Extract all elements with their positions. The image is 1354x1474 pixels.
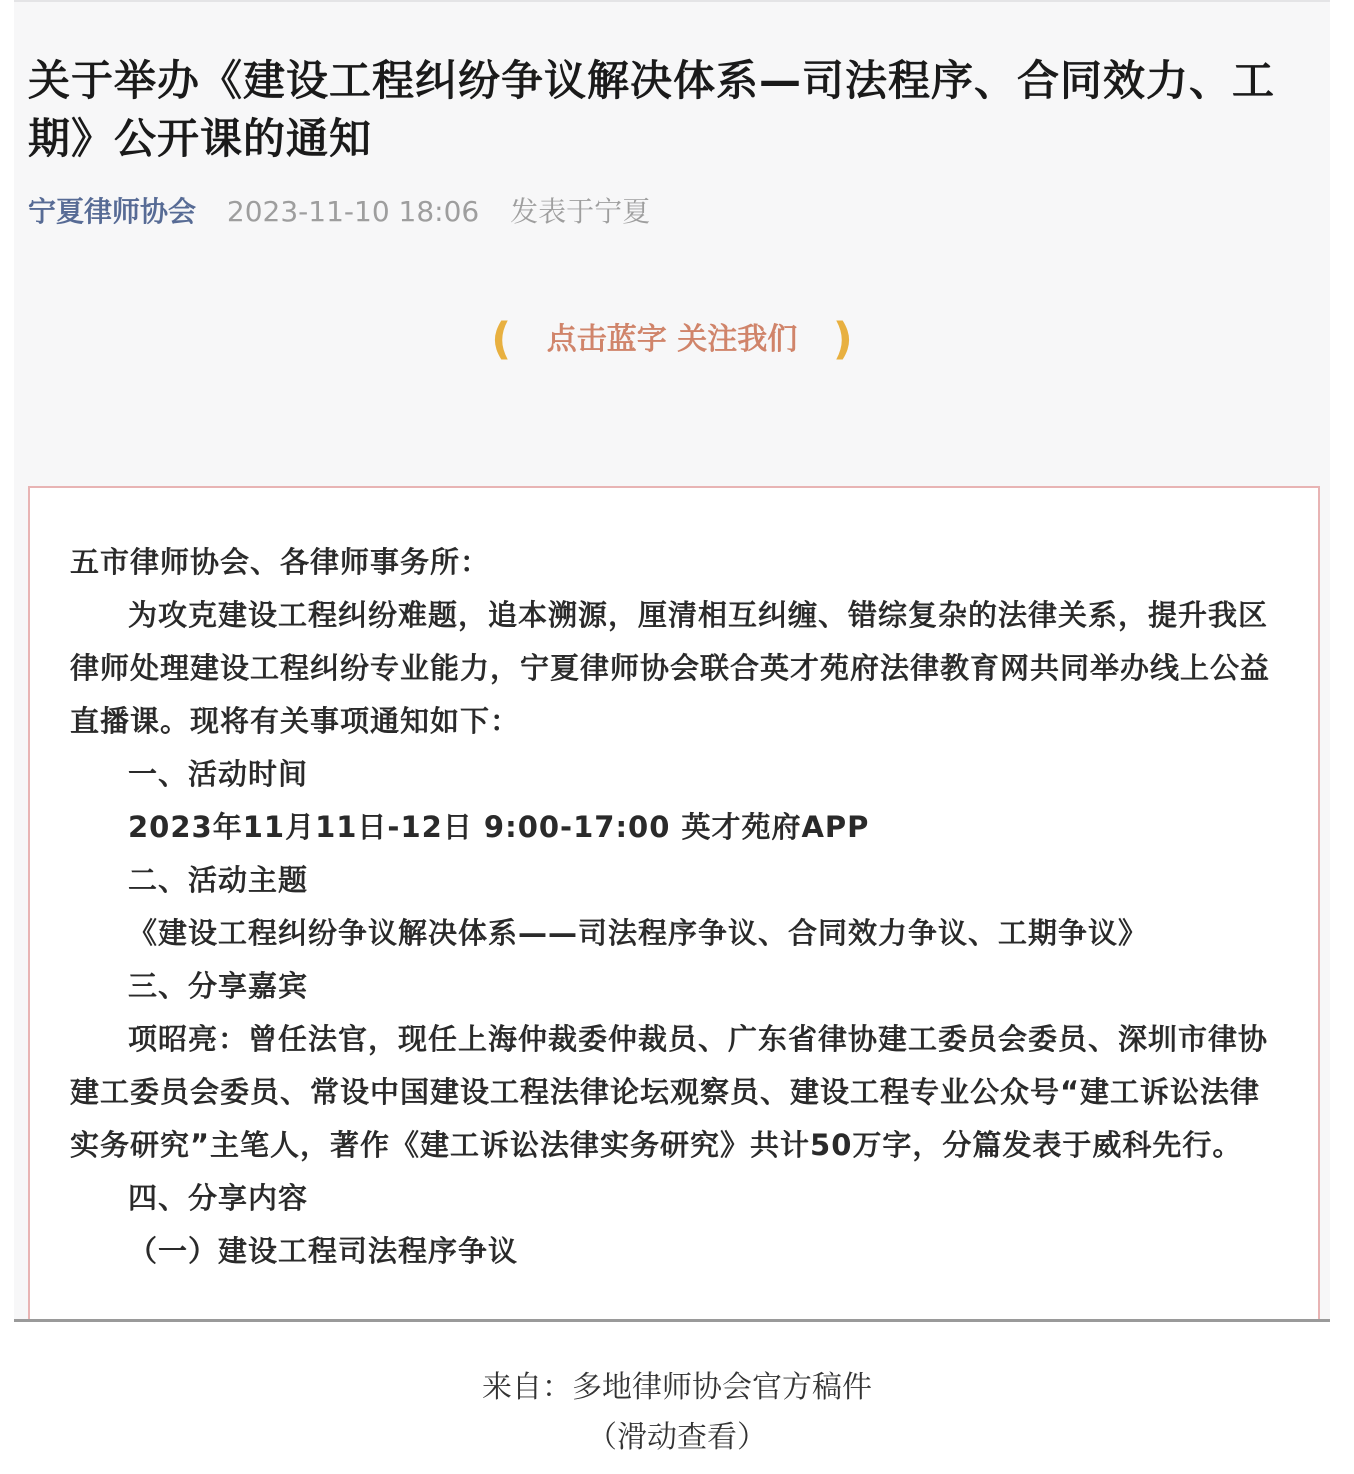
section-heading-time: 一、活动时间	[128, 757, 309, 791]
notice-salutation: 五市律师协会、各律师事务所：	[70, 545, 491, 579]
section-body-theme: 《建设工程纠纷争议解决体系——司法程序争议、合同效力争议、工期争议》	[128, 916, 1149, 950]
scroll-hint-caption: （滑动查看）	[587, 1420, 767, 1455]
notice-content-box	[28, 486, 1320, 1322]
left-paren-decoration: (	[491, 313, 512, 365]
section-content-item-1: （一）建设工程司法程序争议	[128, 1234, 519, 1268]
publish-date: 2023-11-10 18:06	[226, 195, 480, 228]
section-heading-theme: 二、活动主题	[128, 863, 309, 897]
notice-intro: 为攻克建设工程纠纷难题，追本溯源，厘清相互纠缠、错综复杂的法律关系，提升我区律师处理建设工程纠纷专业能力，宁夏律师协会联合英才苑府法律教育网共同举办线上公益直播课。现将有关事项通知如下：	[70, 598, 1271, 738]
section-heading-guest: 三、分享嘉宾	[128, 969, 309, 1003]
right-paren-decoration: )	[832, 313, 853, 365]
article-title: 关于举办《建设工程纠纷争议解决体系—司法程序、合同效力、工期》公开课的通知	[28, 56, 1276, 163]
source-caption: 来自：多地律师协会官方稿件	[482, 1370, 872, 1405]
follow-banner[interactable]	[14, 314, 1330, 365]
article-screenshot	[14, 0, 1330, 1322]
section-body-time: 2023年11月11日-12日 9:00-17:00 英才苑府APP	[128, 810, 870, 844]
section-body-guest: 项昭亮：曾任法官，现任上海仲裁委仲裁员、广东省律协建工委员会委员、深圳市律协建工委员会委员、常设中国建设工程法律论坛观察员、建设工程专业公众号“建工诉讼法律实务研究”主笔人，著作《建工诉讼法律实务研究》共计50万字，分篇发表于威科先行。	[70, 1022, 1269, 1162]
publish-location: 发表于宁夏	[510, 195, 651, 228]
article-meta	[28, 194, 650, 230]
follow-us-link[interactable]: 点击蓝字 关注我们	[546, 321, 798, 357]
section-heading-content: 四、分享内容	[128, 1181, 309, 1215]
author-link[interactable]: 宁夏律师协会	[28, 195, 197, 228]
